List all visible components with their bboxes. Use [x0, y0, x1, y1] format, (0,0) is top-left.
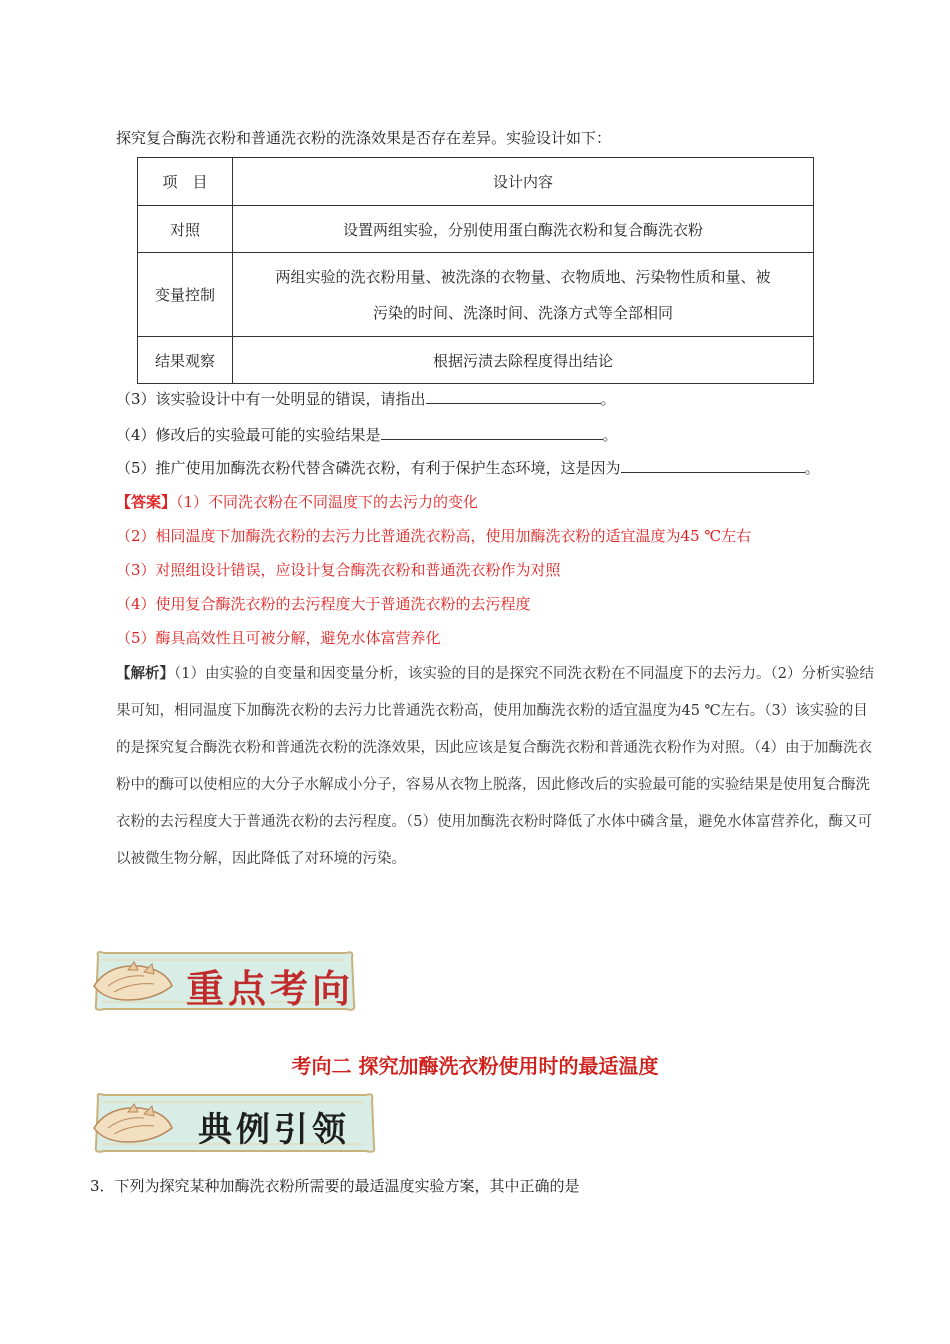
answer-2: （2）相同温度下加酶洗衣粉的去污力比普通洗衣粉高，使用加酶洗衣粉的适宜温度为45 ℃左右 [116, 527, 752, 545]
question-4-text: （4）修改后的实验最可能的实验结果是 [116, 426, 381, 444]
analysis-block [116, 655, 876, 878]
analysis-tag: 【解析】 [116, 665, 174, 682]
answer-4: （4）使用复合酶洗衣粉的去污程度大于普通洗衣粉的去污程度 [116, 595, 531, 613]
answer-1: （1）不同洗衣粉在不同温度下的去污力的变化 [176, 493, 479, 511]
row-content-line: 污染的时间、洗涤时间、洗涤方式等全部相同 [372, 303, 673, 322]
experiment-design-table [137, 157, 814, 384]
table-row [138, 253, 814, 337]
table-row [138, 206, 814, 253]
answer-3: （3）对照组设计错误，应设计复合酶洗衣粉和普通洗衣粉作为对照 [116, 561, 561, 579]
intro-text: 探究复合酶洗衣粉和普通洗衣粉的洗涤效果是否存在差异。实验设计如下： [116, 129, 612, 147]
row-content-line: 两组实验的洗衣粉用量、被洗涤的衣物量、衣物质地、污染物性质和量、被 [275, 267, 771, 286]
row-content [233, 253, 814, 337]
banner-title: 重点考向 [186, 966, 355, 1011]
table-header-row [138, 158, 814, 206]
question-3-text: （3）该实验设计中有一处明显的错误，请指出 [116, 390, 426, 408]
question-5-text: （5）推广使用加酶洗衣粉代替含磷洗衣粉，有利于保护生态环境，这是因为 [116, 459, 621, 477]
answer-5: （5）酶具高效性且可被分解，避免水体富营养化 [116, 629, 441, 647]
section-title: 考向二 探究加酶洗衣粉使用时的最适温度 [291, 1054, 659, 1078]
row-label: 对照 [138, 206, 233, 253]
question-3 [116, 389, 616, 409]
analysis-text: （1）由实验的自变量和因变量分析，该实验的目的是探究不同洗衣粉在不同温度下的去污力。（2）分析实验结果可知，相同温度下加酶洗衣粉的去污力比普通洗衣粉高，使用加酶洗衣粉的适宜温度为45 ℃左右。（3）该实验的目的是探究复合酶洗衣粉和普通洗衣粉的洗涤效果，因此应该是复合酶洗衣粉和普通洗衣粉作为对照。（4）由于加酶洗衣粉中的酶可以使相应的大分子水解成小分子，容易从衣物上脱落，因此修改后的实验最可能的实验结果是使用复合酶洗衣粉的去污程度大于普通洗衣粉的去污程度。（5）使用加酶洗衣粉时降低了水体中磷含量，避免水体富营养化，酶又可以被微生物分解，因此降低了对环境的污染。 [116, 666, 874, 867]
answer-line-1 [116, 492, 478, 512]
table-header-content: 设计内容 [233, 158, 814, 206]
question-4 [116, 425, 618, 445]
key-direction-banner [88, 950, 358, 1012]
row-label: 变量控制 [138, 253, 233, 337]
table-header-item: 项 目 [138, 158, 233, 206]
example-banner [88, 1092, 378, 1154]
banner-title: 典例引领 [198, 1110, 350, 1150]
row-content: 设置两组实验，分别使用蛋白酶洗衣粉和复合酶洗衣粉 [233, 206, 814, 253]
row-label: 结果观察 [138, 337, 233, 384]
question-3-prompt: 3．下列为探究某种加酶洗衣粉所需要的最适温度实验方案，其中正确的是 [90, 1177, 580, 1195]
end-mark: 。 [602, 426, 618, 444]
end-mark: 。 [804, 459, 820, 477]
answer-blank[interactable] [426, 389, 601, 404]
answer-blank[interactable] [381, 425, 603, 440]
answer-tag: 【答案】 [116, 493, 177, 511]
end-mark: 。 [600, 390, 616, 408]
question-5 [116, 458, 820, 478]
row-content: 根据污渍去除程度得出结论 [233, 337, 814, 384]
answer-blank[interactable] [621, 458, 805, 473]
table-row [138, 337, 814, 384]
